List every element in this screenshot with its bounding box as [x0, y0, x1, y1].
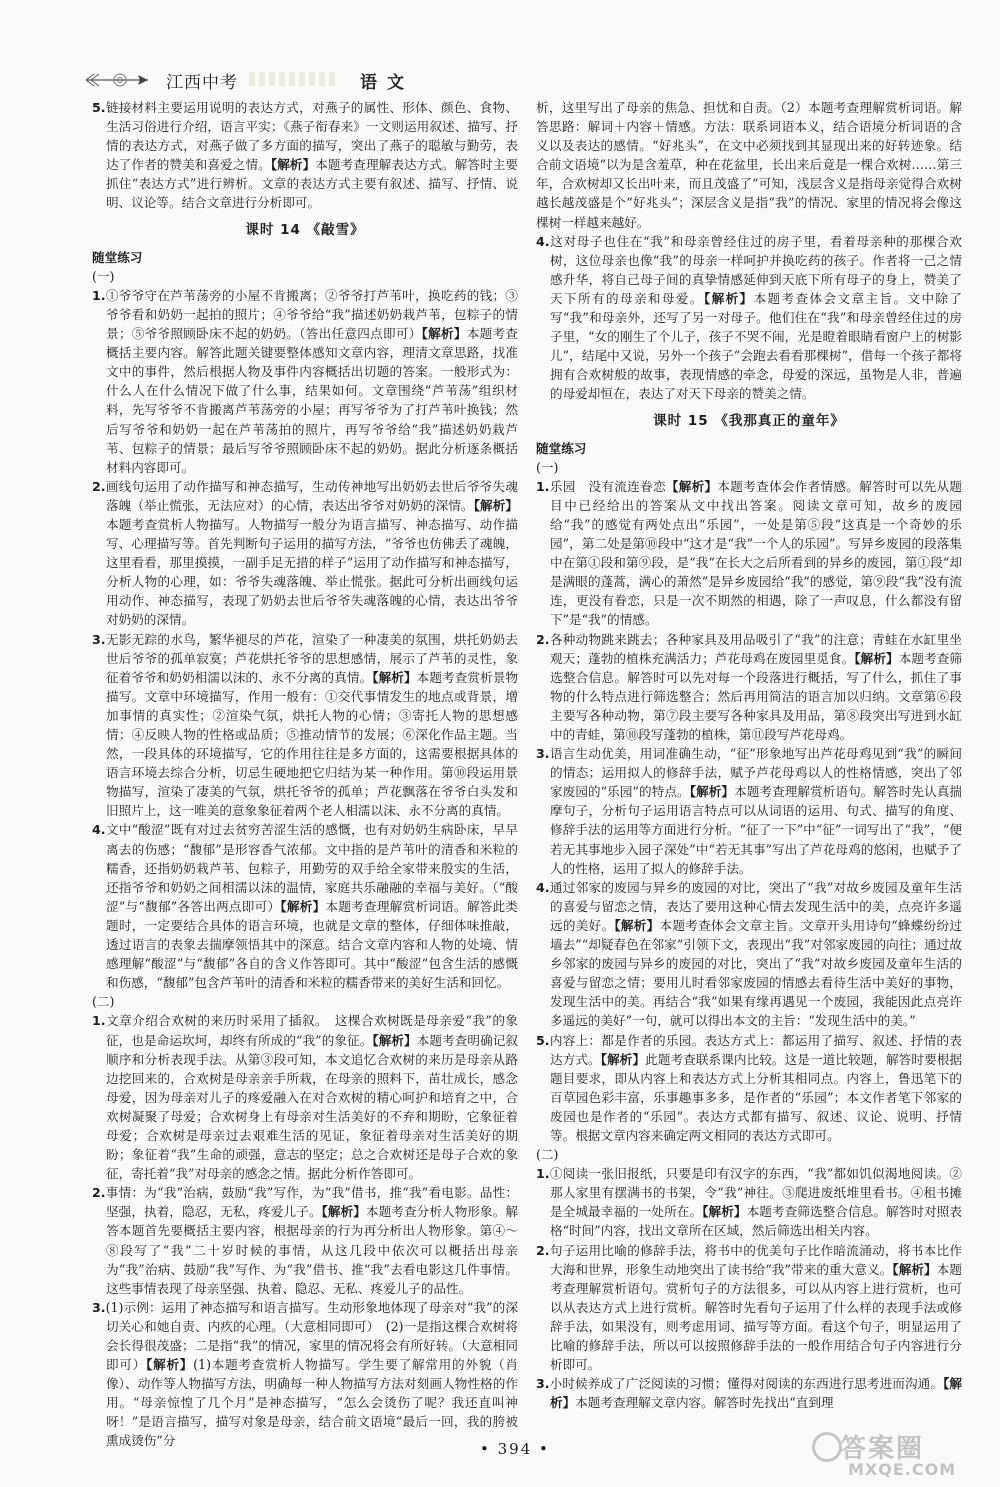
- answer-item: [92, 1011, 518, 1183]
- analysis-tag: 【解析】: [473, 497, 519, 513]
- analysis-text: 本题考查筛选整合信息。解答时可以先对每一个段落进行概括，写了什么，抓住了事物的什么特点进行筛选整合；然后再用简洁的语言加以归纳。文章第⑥段主要写各种动物，第⑦段主要写各种家具及用品，第⑧段突出写进到水缸中的青蛙，第⑩段写蓬勃的植株，第⑪段写芦花母鸡。: [550, 650, 963, 742]
- analysis-text: 本题考查理解赏析语句。解答时先认真揣摩句子，分析句子运用语言特点可以从词语的运用、句式、描写的角度、修辞手法的运用等方面进行分析。“征了一下”中“征”一词写出了“我”，“便若无其事地步入园子深处”中“若无其事”写出了芦花母鸡的悠闲，也赋予了人的性格，运用了拟人的修辞手法。: [550, 784, 963, 876]
- analysis-tag: 【解析】: [614, 917, 660, 933]
- arrow-ornament-icon: [84, 70, 150, 90]
- question-number: 5.: [92, 100, 106, 115]
- analysis-tag: 【解析】: [702, 1204, 747, 1220]
- answer-text: 文章介绍合欢树的来历时采用了插叙。 这棵合欢树既是母亲爱“我”的象征，也是命运坎坷，却终有所成的“我”的象征。: [105, 1013, 518, 1048]
- section-heading: 随堂练习: [92, 249, 143, 265]
- answer-item: [536, 1374, 962, 1412]
- answer-text: 乐园 没有流连眷恋: [549, 478, 666, 494]
- analysis-text: 本题考查体会文章主旨。文中除了写“我”和母亲外，还写了另一对母子。他们住在“我”和母亲曾经住过的房子里，“女的刚生了个儿子，孩子不哭不闹，光是瞪着眼睛看窗户上的树影儿”，结尾中又说，另外一个孩子“会跑去看看那棵树”，借每一个孩子都将拥有合欢树般的故事，表现情感的牵念，母爱的深远，虽物是人非，普遍的母爱却恒在，表达了对天下母亲的赞美之情。: [550, 290, 963, 402]
- page-number: • 394 •: [480, 1440, 550, 1458]
- question-number: 4.: [536, 879, 550, 895]
- analysis-tag: 【解析】: [600, 1051, 646, 1067]
- answer-item: [92, 1298, 518, 1451]
- answer-text: 无影无踪的水鸟，繁华褪尽的芦花，渲染了一种凄美的氛围，烘托奶奶去世后爷爷的孤单寂寞；芦花烘托爷爷的思想感情，展示了芦苇的灵性，象征着爷爷和奶奶相濡以沫的、永不分离的真情。: [105, 631, 518, 685]
- site-watermark: [812, 1428, 992, 1484]
- answer-text: 各种动物跳来跳去；各种家具及用品吸引了“我”的注意；青蛙在水缸里坐观天；蓬勃的植株充满活力；芦花母鸡在废园里觅食。: [549, 631, 962, 666]
- answer-item: [92, 630, 518, 821]
- answer-item: [92, 1183, 518, 1298]
- answer-item: [536, 1241, 962, 1375]
- question-number: 4.: [536, 233, 550, 249]
- part-label: (二): [92, 994, 115, 1010]
- analysis-tag: 【解析】: [854, 650, 899, 666]
- question-number: 4.: [92, 822, 106, 838]
- analysis-tag: 【解析】: [421, 326, 467, 342]
- question-number: 3.: [92, 631, 106, 647]
- answer-text: 这对母子也住在“我”和母亲曾经住过的房子里，看着母亲种的那棵合欢树，这位母亲也像“我”的母亲一样呵护并换吃药的孩子。作者将一己之情感升华，将自己母子间的真挚情感延伸到天底下所有母子的身上，赞美了天下所有的母亲和母爱。: [549, 233, 962, 306]
- question-number: 1.: [92, 287, 106, 303]
- analysis-text: 本题考查明确记叙顺序和分析表现手法。从第③段可知，本文追忆合欢树的来历是母亲从路边挖回来的，合欢树是母亲亲手所栽，在母亲的照料下，苗壮成长，感念母爱，因为母亲对儿子的疼爱融入在对合欢树的精心呵护和培育之中，合欢树凝聚了母爱；合欢树身上有母亲对生活美好的不弃和期盼，它象征着母爱；合欢树是母亲过去艰难生活的见证，象征着母亲对生活美好的期盼；象征着“我”生命的顽强，意志的坚定；总之合欢树还是母子合欢的象征，寄托着“我”对母亲的感念之情。据此分析作答即可。: [106, 1032, 518, 1182]
- analysis-text: 本题考查理解文章内容。解答时先找出“直到理: [575, 1395, 834, 1411]
- header-decoration: [249, 72, 339, 86]
- answer-text: ①爷爷守在芦苇荡旁的小屋不肯搬离；②爷爷打芦苇叶，换吃药的钱；③爷爷看和奶奶一起拍的照片；④爷爷给“我”描述奶奶栽芦苇，包粽子的情景；⑤爷爷照顾卧床不起的奶奶。（答出任意四点即可）: [105, 287, 518, 342]
- lesson-heading: 课时 15 《我那真正的童年》: [653, 412, 845, 429]
- question-number: 1.: [536, 1166, 550, 1182]
- answer-text: 画线句运用了动作描写和神态描写，生动传神地写出奶奶去世后爷爷失魂落魄（举止慌张，无法应对）的心情，表达出爷爷对奶奶的深情。: [105, 478, 518, 513]
- answer-text: 文中“酸涩”既有对过去贫穷苦涩生活的感慨，也有对奶奶生病卧床，早早离去的伤感；“馥郁”是形容香气浓郁。文中指的是芦苇叶的清香和米粒的糯香，还指奶奶栽芦苇、包粽子，用勤劳的双手给全家带来殷实的生活，还指爷爷和奶奶之间相濡以沫的温情，家庭共乐融融的幸福与美好。（“酸涩”与“馥郁”各答出两点即可）: [105, 822, 518, 914]
- analysis-text: 本题考查赏析人物描写。人物描写一般分为语言描写、神态描写、动作描写、心理描写等。首先判断句子运用的描写方法，“爷爷也仿佛丢了魂魄，这里看看，那里摸摸，一副手足无措的样子”运用了动作描写和神态描写，分析人物的心理，如：爷爷失魂落魄、举止慌张。据此可分析出画线句运用动作、神态描写，表现了奶奶去世后爷爷失魂落魄的心情，表达出爷爷对奶奶的深情。: [106, 516, 518, 628]
- analysis-tag: 【解析】: [146, 1357, 194, 1373]
- analysis-text: (1)本题考查赏析人物描写。学生要了解常用的外貌（肖像）、动作等人物描写方法，明确每一种人物描写方法对刻画人物性格的作用。“母亲惊惶了几个月”是神态描写，“怎么会烫伤了呢？我还直叫神呀！”是语言描写，描写对象是母亲，结合前文语境“最后一回，我的胯被熏成烫伤”分: [106, 1357, 518, 1449]
- analysis-text: 此题考查联系课内比较。这是一道比较题，解答时要根据题目要求，即从内容上和表达方式上分析其相同点。内容上，鲁迅笔下的百草园色彩丰富，乐事趣事多多，是作者的“乐园”；本文作者笔下邻家的废园也是作者的“乐园”。表达方式都有描写、叙述、议论、说明、抒情等。根据文章内容来确定两文相同的表达方式即可。: [550, 1051, 963, 1143]
- analysis-text: 本题考查体会文章主旨。文章开头用诗句“蜂蝶纷纷过墙去”“却疑春色在邻家”引领下文，表现出“我”对邻家废园的向往；通过故乡邻家的废园与异乡的废园的对比，突出了“我”对故乡废园及童年生活的喜爱与留恋之情；要用儿时看邻家废园的情感去看待生活中美好的事物，发现生活中的美。再结合“我”如果有缘再遇见一个废园，我能因此点亮许多遥远的美好”一句，就可以得出本文的主旨：“发现生活中的美。”: [550, 917, 962, 1029]
- continued-text: 析，这里写出了母亲的焦急、担忧和自责。（2）本题考查理解赏析词语。解答思路：解词＋内容＋情感。方法：联系词语本义，结合语境分析词语的含义以及表达的感情。“好兆头”，在文中必须找到其显现出来的好转迹象。结合前文语境“以为是含羞草，种在花盆里，长出来后竟是一棵合欢树……第三年，合欢树却又长出叶来，而且茂盛了”可知，浅层含义是指母亲觉得合欢树越长越茂盛是个“好兆头”；深层含义是指“我”的情况、家里的情况将会像这棵树一样越来越好。: [536, 100, 962, 230]
- answer-text: 通过邻家的废园与异乡的废园的对比，突出了“我”对故乡废园及童年生活的喜爱与留恋之情，表达了要用这种心情去发现生活中的美，点亮许多遥远的美好。: [549, 879, 962, 933]
- running-header: [84, 68, 504, 98]
- watermark-url: MXQE.COM: [848, 1460, 957, 1479]
- analysis-text: 本题考查理解表达方式。解答时主要抓住“表达方式”进行辨析。文章的表达方式主要有叙述、描写、抒情、说明、议论等。结合文章进行分析即可。: [106, 157, 519, 211]
- question-number: 1.: [536, 478, 550, 494]
- answer-text: 内容上：都是作者的乐园。表达方式上：都运用了描写、叙述、抒情的表达方式。: [549, 1032, 962, 1067]
- analysis-tag: 【解析】: [321, 1204, 366, 1220]
- question-number: 2.: [536, 1242, 550, 1258]
- book-series-title: 江西中考: [166, 73, 238, 93]
- right-column: [536, 98, 962, 1434]
- analysis-tag: 【解析】: [280, 898, 326, 914]
- answer-item: [536, 232, 962, 404]
- analysis-text: 本题考查体会作者情感。解答时可以先从题目中已经给出的答案从文中找出答案。阅读文章可知，故乡的废园给“我”的感觉有两处点出“乐园”，一处是第⑤段“这真是一个奇妙的乐园”，第二处是第⑩段中“这才是“我”一个人的乐园”。写异乡废园的段落集中在第①段和第⑨段，是“我”在长大之后所看到的异乡的废园，第①段“却是满眼的蓬蒿，满心的萧然”是异乡废园给“我”的感觉，第⑨段“我”没有流连，更没有眷恋，只是一次不期然的相遇，除了一声叹息，什么都没有留下”是“我”的情感。: [550, 478, 963, 628]
- subject-label: 语文: [360, 73, 414, 93]
- left-column: [92, 98, 519, 1449]
- analysis-tag: 【解析】: [689, 784, 735, 800]
- answer-item: [92, 477, 518, 630]
- watermark-logo-icon: [812, 1432, 842, 1462]
- analysis-tag: 【解析】: [372, 1032, 417, 1048]
- question-number: 2.: [92, 1185, 106, 1201]
- answer-text: 链接材料主要运用说明的表达方式，对燕子的属性、形体、颜色、食物、生活习俗进行介绍，语言平实；《燕子衔春来》一文则运用叙述、描写、抒情的表达方式，对燕子做了多方面的描写，突出了燕子的聪敏与勤劳，表达了作者的赞美和喜爱之情。: [105, 100, 518, 173]
- answer-item: [536, 1164, 962, 1240]
- lesson-heading: 课时 14 《敲雪》: [245, 221, 365, 238]
- analysis-text: 本题考查赏析景物描写。文章中环境描写，作用一般有：①交代事情发生的地点或背景，增加事情的真实性；②渲染气氛，烘托人物的心情；③寄托人物的思想感情；④反映人物的性格或品质；⑤推动情节的发展；⑥深化作品主题。当然，一段具体的环境描写，它的作用往往是多方面的，这需要根据具体的语言环境去综合分析，切忌生硬地把它归结为某一种作用。第⑩段运用景物描写，渲染了凄美的气氛，烘托爷爷的孤单；芦花飘落在爷爷白头发和旧照片上，这一唯美的意象象征着两个老人相濡以沫、永不分离的真情。: [106, 669, 519, 819]
- answer-text: 小时候养成了广泛阅读的习惯；懂得对阅读的东西进行思考进而沟通。: [549, 1376, 944, 1392]
- question-number: 2.: [92, 478, 106, 494]
- watermark-text: 答案圈: [840, 1434, 925, 1464]
- analysis-tag: 【解析】: [372, 669, 417, 685]
- answer-item: [536, 1031, 962, 1146]
- question-number: 2.: [536, 631, 550, 647]
- analysis-text: 本题考查理解赏析词语。解答此类题时，一定要结合具体的语言环境，也就是文章的整体，仔细体味推敲，透过语言的表象去揣摩领悟其中的深意。结合文章内容和人物的处境、情感理解“酸涩”与“馥郁”各自的含义作答即可。其中“酸涩”包含生活的感慨和伤感，“馥郁”包含芦苇叶的清香和米粒的糯香带来的美好生活和回忆。: [106, 898, 519, 991]
- answer-item: [536, 744, 962, 878]
- analysis-text: 本题考查理解赏析语句。赏析句子的方法很多，可以从内容上进行赏析，也可以从表达方式上进行赏析。解答时先看句子运用了什么样的表现手法或修辞手法，如果没有，则考虑用词、描写等方面。看这个句子，明显运用了比喻的修辞手法，所以可以按照修辞手法的一般作用结合句子内容进行分析即可。: [550, 1261, 962, 1373]
- answer-text: ①阅读一张旧报纸，只要是印有汉字的东西，“我”都如饥似渴地阅读。②那人家里有摆满书的书架，令“我”神往。③爬进废纸堆里看书。④租书摊是全城最幸福的一处所在。: [549, 1166, 962, 1220]
- answer-item: [536, 878, 962, 1031]
- part-label: (一): [536, 459, 559, 475]
- answer-item: [536, 630, 962, 745]
- analysis-tag: 【解析】: [703, 290, 754, 306]
- question-number: 1.: [92, 1013, 106, 1029]
- analysis-tag: 【解析】: [550, 1376, 962, 1411]
- answer-item: [92, 286, 518, 477]
- question-number: 3.: [536, 1376, 550, 1392]
- answer-text: (1)示例：运用了神态描写和语言描写。生动形象地体现了母亲对“我”的深切关心和她自责、内疚的心理。（大意相同即可） (2)一是指这棵合欢树将会长得很茂盛；二是指“我”的情况，家里的情况将会有所好转。（大意相同即可）: [105, 1299, 518, 1373]
- analysis-text: 本题考查概括主要内容。解答此题关键要整体感知文章内容，理清文章思路，找准文中的事件，然后根据人物及事件内容概括出切题的答案。一般形式为：什么人在什么情况下做了什么事，结果如何。文章围绕“芦苇荡”组织材料，先写爷爷不肯搬离芦苇荡旁的小屋；再写爷爷为了打芦苇叶换钱；然后写爷爷和奶奶一起在芦苇荡拍的照片，再写爷爷给“我”描述奶奶栽芦苇、包粽子的情景；最后写爷爷照顾卧床不起的奶奶。据此分析逐条概括材料内容即可。: [106, 326, 518, 475]
- analysis-tag: 【解析】: [665, 478, 718, 494]
- answer-item: [92, 98, 518, 213]
- analysis-tag: 【解析】: [892, 1261, 937, 1277]
- part-label: (二): [536, 1147, 559, 1163]
- answer-text: 句子运用比喻的修辞手法，将书中的优美句子比作暗流涌动，将书本比作大海和世界，形象生动地突出了读书给“我”带来的重大意义。: [549, 1242, 962, 1277]
- question-number: 3.: [536, 746, 550, 762]
- question-number: 5.: [536, 1032, 550, 1048]
- analysis-tag: 【解析】: [270, 157, 316, 173]
- analysis-text: 本题考查分析人物形象。解答本题首先要概括主要内容，根据母亲的行为再分析出人物形象。第④～⑧段写了“我”二十岁时候的事情，从这几段中依次可以概括出母亲为“我”治病、鼓励“我”写作、为“我”借书、推“我”去看电影这几件事情。这些事情表现了母亲坚强、执着、隐忍、无私、疼爱儿子的品性。: [106, 1204, 519, 1296]
- answer-item: [92, 820, 518, 992]
- part-label: (一): [92, 268, 115, 284]
- answer-text: 事情：为“我”治病，鼓励“我”写作，为“我”借书，推“我”看电影。品性：坚强，执着，隐忍，无私，疼爱儿子。: [105, 1185, 518, 1220]
- analysis-text: 本题考查筛选整合信息。解答时对照表格“时间”内容，找出文章所在区域，然后筛选出相关内容。: [550, 1204, 963, 1239]
- answer-item: [536, 477, 962, 630]
- question-number: 3.: [92, 1299, 106, 1315]
- answer-text: 语言生动优美，用词准确生动，“征”形象地写出芦花母鸡见到“我”的瞬间的情态；运用拟人的修辞手法，赋予芦花母鸡以人的性格情感，突出了邻家废园的“乐园”的特点。: [549, 746, 962, 800]
- section-heading: 随堂练习: [536, 440, 587, 456]
